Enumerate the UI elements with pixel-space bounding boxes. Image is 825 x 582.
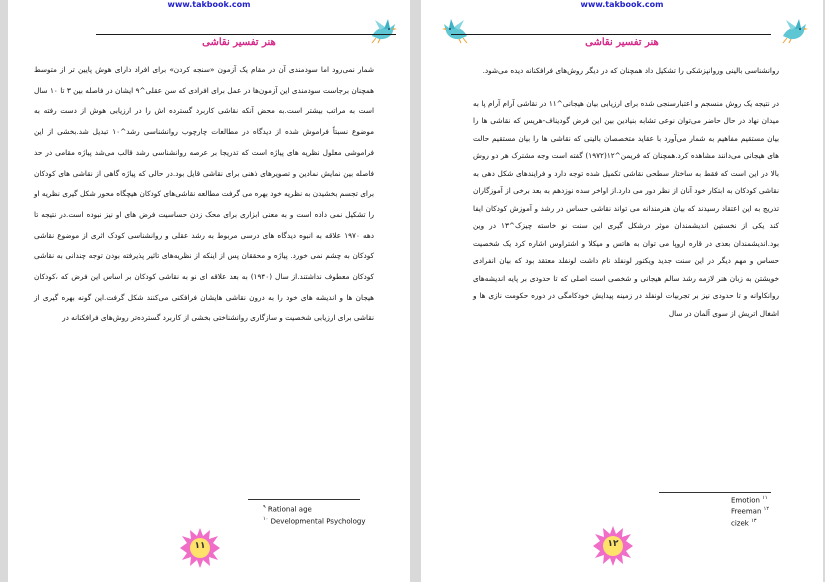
page-number: ۱۱ (194, 541, 206, 551)
left-page-body (34, 60, 374, 329)
footnote-item: $^۹$ Rational age (263, 504, 312, 514)
header-rule (451, 34, 771, 35)
page-number: ۱۲ (607, 539, 619, 549)
page-header-title: هنر تفسیر نقاشی (202, 37, 276, 48)
footnote-rule (659, 492, 771, 493)
body-paragraph: روانشناسی بالینی وروانپزشکی را تشکیل داد همچنان که در دیگر روش‌های فرافکنانه دیده می‌شود. (482, 66, 779, 75)
footnote-rule (248, 499, 360, 500)
page-number-seal (180, 528, 220, 568)
right-page-body (473, 62, 779, 322)
page-number-seal (593, 526, 633, 566)
left-page (8, 0, 410, 582)
footnote-item: Freeman $^{۱۲}$ (731, 506, 770, 516)
footnote-item: Emotion $^{۱۱}$ (731, 495, 768, 505)
footnote-item: $^{۱۰}$ Developmental Psychology (263, 516, 366, 526)
left-page-url[interactable]: www.takbook.com (167, 0, 251, 9)
page-header-title: هنر تفسیر نقاشی (585, 37, 659, 48)
right-page-url[interactable]: www.takbook.com (580, 0, 664, 9)
right-footnotes (731, 494, 769, 528)
right-page (421, 0, 823, 582)
body-paragraph: شمار نمی‌رود اما سودمندی آن در مقام یک آزمون «سنجه کردن» برای افراد دارای هوش پایین تر از متوسط همچنان برجاست سودمندی این آزمون‌ها در عمل برای افرادی که سن عقلی^۹ ایشان در فاصله بین ۳ تا ۱۰ سال است به مراتب بیشتر است.به محض آنکه نقاشی کاربرد گسترده اش را در ارزیابی هوش از دست رفته به موضوع نسبتاً فراموش شده از دیدگاه در مطالعات چارچوب روانشناسی رشد^۱۰ تبدیل شد.بخشی از این فراموشی معلول نظریه های پیاژه است که تدریجا بر عرصه روانشناسی رشد قالب می‌شد پیاژه مقامی در حد فاصله بین نمایش نمادین و تصویرهای ذهنی برای نقاشی قایل بود.در حالی که پیاژه گاهی از نقاشی های کودکان برای تجسم بخشیدن به نظریه خود بهره می گرفت مطالعه نقاشی‌های کودکان هیچگاه محور شکل گیری نظریه او را تشکیل نمی داده است و به معنی ابزاری برای محک زدن حساسیت فرض های او نیز نبوده است.در نتیجه تا دهه ۱۹۷۰ علاقه به انبوه دیدگاه های درسی مربوط به رشد عقلی و روانشناسی کودک اثری از موضوع نقاشی کودکان به چشم نمی خورد. پیاژه و محققان پس از اینکه از نظریه‌های تاثیر پذیرفته بودن توجه چندانی به نقاشی کودکان معطوف نداشتند.از سال (۱۹۴۰) به بعد علاقه ای نو به نقاشی کودکان بر اساس این فرض که ،کودکان هیجان ها و اندیشه های خود را به درون نقاشی هایشان فرافکنی می‌کنند شکل گرفت.این گونه بهره گیری از نقاشی برای ارزیابی شخصیت و سازگاری روانشناختی بخشی از کاربرد گسترده‌تر روش‌های فرافکنانه در (34, 65, 374, 323)
body-paragraph: در نتیجه یک روش منسجم و اعتبارسنجی شده برای ارزیابی بیان هیجانی^۱۱ در نقاشی آرام آرام پا به میدان نهاد در حال حاضر می‌توان نوعی تشابه بنیادین بین این فرض گودیناف-هریس که نقاشی ها را بیان مستقیم مفاهیم به شمار می‌آورد با عقاید متخصصان بالینی که نقاشی ها را بیان مستقیم حالت های هیجانی می‌دانند مشاهده کرد.همچنان که فریمن^۱۲(۱۹۷۲) گفته است وجه مشترک هر دو روش بالا در این است که فقط به ساختار سطحی نقاشی تکمیل شده توجه دارد و فرایندهای شکل دهی به نقاشی کودکان به ابتکار خود آنان از نظر دور می دارد.از اواخر سده نوزدهم به بعد برخی از آموزگاران تدریج به این اعتقاد رسیدند که بیان هنرمندانه می تواند نقاشی حساس در رشد و آموزش کودکان ایفا کند یکی از نخستین اندیشمندان موثر درشکل گیری این سنت نو خاسته چیزک^۱۳ در وین بود.اندیشمندان بعدی در قاره اروپا می توان به هاتس و میکلا و اشتراوس اشاره کرد یک شخصیت حساس و مهم دیگر در این سنت جدید ویکتور لونفلد نام داشت لونفلد معتقد بود که بیان انفرادی خویشتن به زبان هنر لازمه رشد سالم هیجانی و شخصی است اصلی که تا حدودی بر پایه اندیشه‌های روانکاوانه و تا حدودی نیز بر تجربیات لونفلد در زمینه پیدایش خودکامگی در دوره حکومت نازی ها و اشغال اتریش از سوی آلمان در سال (473, 98, 779, 318)
footnote-item: cizek $^{۱۳}$ (731, 517, 757, 527)
header-rule (96, 34, 396, 35)
left-footnotes (263, 502, 365, 527)
